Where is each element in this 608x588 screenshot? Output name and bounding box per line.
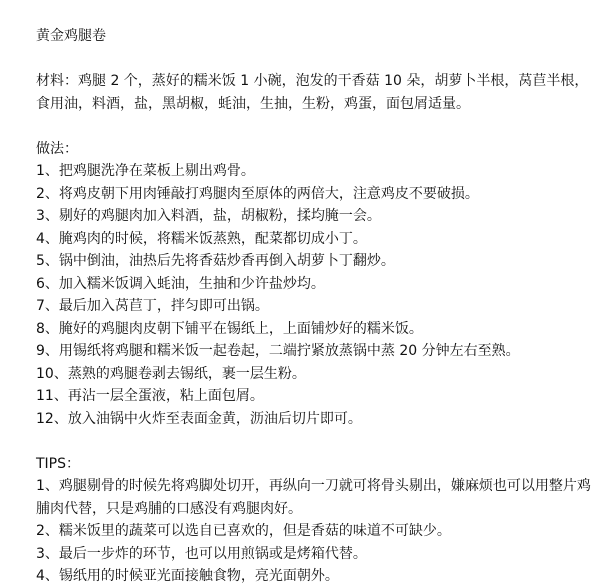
method-step: 9、用锡纸将鸡腿和糯米饭一起卷起，二端拧紧放蒸锅中蒸 20 分钟左右至熟。 <box>36 343 520 359</box>
method-step: 2、将鸡皮朝下用肉锤敲打鸡腿肉至原体的两倍大，注意鸡皮不要破损。 <box>36 185 479 202</box>
method-step: 11、再沾一层全蛋液，粘上面包屑。 <box>36 388 264 404</box>
tip-item: 1、鸡腿剔骨的时候先将鸡脚处切开，再纵向一刀就可将骨头剔出，嫌麻烦也可以用整片鸡脯肉代替，只是鸡脯的口感没有鸡腿肉好。 <box>36 478 591 517</box>
spacer <box>36 48 592 71</box>
spacer <box>36 115 592 138</box>
tips-heading: TIPS： <box>36 455 81 472</box>
method-step: 8、腌好的鸡腿肉皮朝下铺平在锡纸上，上面铺炒好的糯米饭。 <box>36 320 423 337</box>
method-step: 4、腌鸡肉的时候，将糯米饭蒸熟，配菜都切成小丁。 <box>36 230 367 247</box>
method-step: 7、最后加入莴苣丁，拌匀即可出锅。 <box>36 298 269 314</box>
materials-paragraph: 材料：鸡腿 2 个，蒸好的糯米饭 1 小碗，泡发的干香菇 10 朵，胡萝卜半根，莴苣半根，食用油，料酒，盐，黑胡椒，蚝油，生抽，生粉，鸡蛋，面包屑适量。 <box>36 73 589 112</box>
method-step: 10、蒸熟的鸡腿卷剥去锡纸，裹一层生粉。 <box>36 365 306 382</box>
method-step: 3、剔好的鸡腿肉加入料酒，盐，胡椒粉，揉均腌一会。 <box>36 208 381 224</box>
method-step: 12、放入油锅中火炸至表面金黄，沥油后切片即可。 <box>36 410 362 427</box>
tip-item: 4、锡纸用的时候亚光面接触食物，亮光面朝外。 <box>36 568 339 584</box>
tip-item: 3、最后一步炸的环节，也可以用煎锅或是烤箱代替。 <box>36 545 367 562</box>
spacer <box>36 430 592 453</box>
tip-item: 2、糯米饭里的蔬菜可以选自已喜欢的，但是香菇的味道不可缺少。 <box>36 523 451 539</box>
method-step: 1、把鸡腿洗净在菜板上剔出鸡骨。 <box>36 163 255 179</box>
document-body <box>36 25 592 588</box>
method-step: 5、锅中倒油，油热后先将香菇炒香再倒入胡萝卜丁翻炒。 <box>36 253 395 269</box>
method-step: 6、加入糯米饭调入蚝油，生抽和少许盐炒均。 <box>36 275 325 292</box>
method-heading: 做法： <box>36 140 78 157</box>
recipe-title: 黄金鸡腿卷 <box>36 28 106 44</box>
